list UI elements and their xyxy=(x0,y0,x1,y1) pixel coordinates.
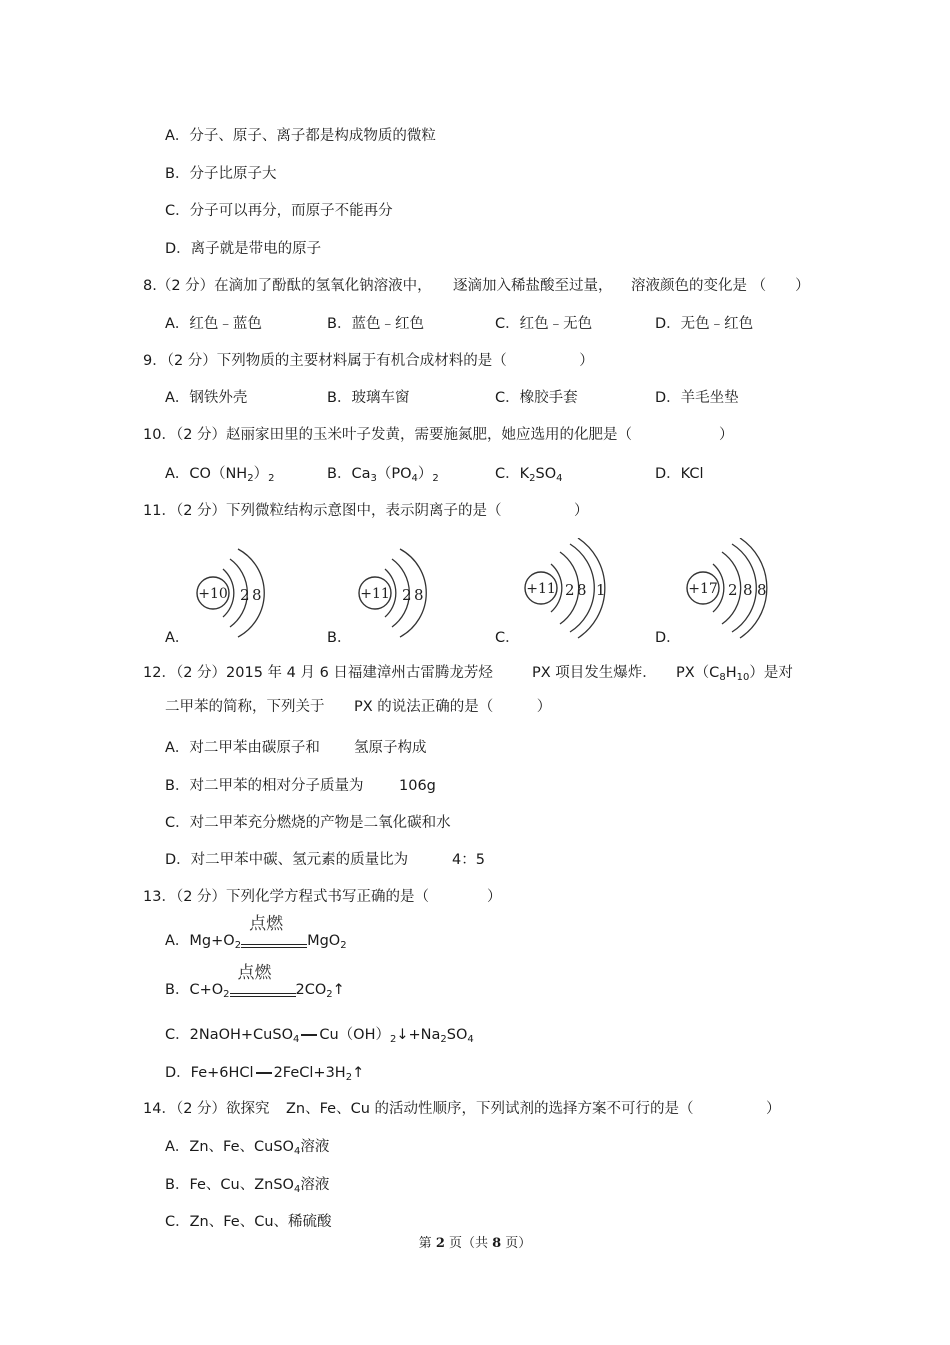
q12-stem-line2-part2: PX 的说法正确的是（ ） xyxy=(354,699,552,715)
q10-option-d: D．KCl xyxy=(655,466,704,482)
nucleus-charge: +10 xyxy=(198,586,228,602)
shell-electrons: 8 xyxy=(757,581,767,599)
q11-option-b-label: B． xyxy=(327,630,352,646)
q12-stem-part1: 12．（2 分）2015 年 4 月 6 日福建漳州古雷腾龙芳烃 xyxy=(143,665,493,681)
q10-stem: 10．（2 分）赵丽家田里的玉米叶子发黄，需要施氮肥，她应选用的化肥是（ ） xyxy=(143,427,734,443)
q11-stem: 11．（2 分）下列微粒结构示意图中，表示阴离子的是（ ） xyxy=(143,503,589,519)
q8-stem-part1: 8.（2 分）在滴加了酚酞的氢氧化钠溶液中， xyxy=(143,278,432,294)
shell-electrons: 2 xyxy=(565,581,575,599)
shell-electrons: 2 xyxy=(240,586,250,604)
q14-stem-part2: Zn、Fe、Cu 的活动性顺序，下列试剂的选择方案不可行的是（ ） xyxy=(286,1101,781,1117)
q10-option-c: C．$K_2SO_4$ xyxy=(495,466,563,484)
q11-option-d-label: D． xyxy=(655,630,681,646)
reaction-condition-arrow: 点燃 xyxy=(241,936,307,956)
q13-option-b: B．$C+O_2$ 点燃 $2CO_2↑$ xyxy=(165,980,345,1005)
page-footer: 第 2 页（共 8 页） xyxy=(418,1236,532,1251)
q12-option-b-cont: 106g xyxy=(399,778,436,794)
q8-option-c: C．红色﹣无色 xyxy=(495,316,593,332)
nucleus-charge: +11 xyxy=(526,581,556,597)
q10-option-b: B．$Ca_3(PO_4)_2$ xyxy=(327,466,439,484)
equals-bar-icon xyxy=(256,1072,272,1074)
q12-option-d-cont: 4：5 xyxy=(452,852,485,868)
shell-electrons: 1 xyxy=(596,581,606,599)
nucleus-charge: +11 xyxy=(360,586,390,602)
q12-option-b: B．对二甲苯的相对分子质量为 xyxy=(165,778,364,794)
q13-option-c: C．2NaOH+CuSO$_4$ $Cu(OH)_2↓+Na_2SO_4$ xyxy=(165,1027,474,1045)
q9-stem: 9．（2 分）下列物质的主要材料属于有机合成材料的是（ ） xyxy=(143,353,594,369)
shell-electrons: 2 xyxy=(402,586,412,604)
q14-stem-part1: 14．（2 分）欲探究 xyxy=(143,1101,270,1117)
q12-option-a-cont: 氢原子构成 xyxy=(354,740,427,756)
shell-electrons: 8 xyxy=(414,586,424,604)
shell-electrons: 8 xyxy=(252,586,262,604)
q8-stem-part2: 逐滴加入稀盐酸至过量， xyxy=(453,278,613,294)
q12-stem-part2: PX 项目发生爆炸． xyxy=(532,665,657,681)
q7-option-b: B．分子比原子大 xyxy=(165,166,277,182)
q10-option-a: A．$CO(NH_2)_2$ xyxy=(165,466,275,484)
reaction-condition-arrow: 点燃 xyxy=(230,985,296,1005)
q11-option-a-label: A． xyxy=(165,630,190,646)
q14-option-b: B．Fe、Cu、ZnSO$_4$溶液 xyxy=(165,1177,330,1195)
shell-electrons: 2 xyxy=(728,581,738,599)
equals-bar-icon xyxy=(301,1034,317,1036)
q14-option-c: C．Zn、Fe、Cu、稀硫酸 xyxy=(165,1214,332,1230)
atom-diagram-c xyxy=(520,538,620,642)
q7-option-c: C．分子可以再分，而原子不能再分 xyxy=(165,203,393,219)
q12-option-a: A．对二甲苯由碳原子和 xyxy=(165,740,320,756)
q9-option-a: A．钢铁外壳 xyxy=(165,390,248,406)
shell-electrons: 8 xyxy=(577,581,587,599)
q8-option-b: B．蓝色﹣红色 xyxy=(327,316,424,332)
q7-option-a: A．分子、原子、离子都是构成物质的微粒 xyxy=(165,128,436,144)
q8-stem-part3: 溶液颜色的变化是 （ ） xyxy=(631,278,810,294)
shell-electrons: 8 xyxy=(743,581,753,599)
q12-stem-line2-part1: 二甲苯的简称，下列关于 xyxy=(165,699,325,715)
q9-option-c: C．橡胶手套 xyxy=(495,390,578,406)
q14-option-a: A．Zn、Fe、CuSO$_4$溶液 xyxy=(165,1139,330,1157)
atom-diagram-d xyxy=(682,538,782,642)
q12-stem-part3: $PX(C_8H_{10})$是对 xyxy=(676,665,793,683)
q9-option-b: B．玻璃车窗 xyxy=(327,390,410,406)
q13-option-d: D．Fe+6HCl $2FeCl+3H_2↑$ xyxy=(165,1065,365,1083)
q8-option-a: A．红色﹣蓝色 xyxy=(165,316,262,332)
nucleus-charge: +17 xyxy=(688,581,718,597)
q13-option-a: A．$Mg+O_2$ 点燃 MgO$_2$ xyxy=(165,931,347,956)
atom-diagram-a xyxy=(192,545,272,641)
q11-option-c-label: C． xyxy=(495,630,520,646)
q8-option-d: D．无色﹣红色 xyxy=(655,316,754,332)
q7-option-d: D．离子就是带电的原子 xyxy=(165,241,322,257)
atom-diagram-b xyxy=(354,545,434,641)
q13-stem: 13．（2 分）下列化学方程式书写正确的是（ ） xyxy=(143,889,502,905)
q12-option-d: D．对二甲苯中碳、氢元素的质量比为 xyxy=(165,852,409,868)
q9-option-d: D．羊毛坐垫 xyxy=(655,390,739,406)
q12-option-c: C．对二甲苯充分燃烧的产物是二氧化碳和水 xyxy=(165,815,451,831)
